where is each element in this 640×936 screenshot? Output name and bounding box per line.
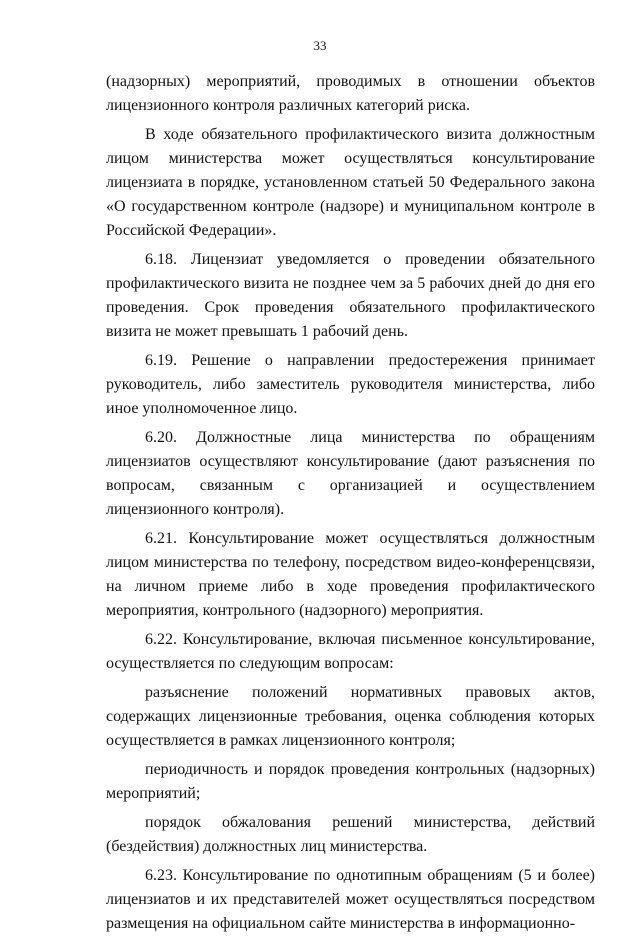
paragraph-consulting-visit: В ходе обязательного профилактического визита должностным лицом министерства может осуществляться консультирование лицензиата в порядке, установленном статьей 50 Федерального закона «О государственном контроле (надзоре) и муниципальном контроле в Российской Федерации». bbox=[106, 126, 595, 239]
list-item-appeal: порядок обжалования решений министерства, действий (бездействия) должностных лиц министерства. bbox=[106, 814, 595, 855]
paragraph-continuation: (надзорных) мероприятий, проводимых в отношении объектов лицензионного контроля различных категорий риска. bbox=[106, 73, 595, 114]
paragraph-6-22: 6.22. Консультирование, включая письменное консультирование, осуществляется по следующим вопросам: bbox=[106, 631, 595, 672]
document-body bbox=[106, 70, 595, 936]
page-number: 33 bbox=[313, 38, 327, 53]
list-item-periodicity: периодичность и порядок проведения контрольных (надзорных) мероприятий; bbox=[106, 761, 595, 802]
paragraph-6-19: 6.19. Решение о направлении предостережения принимает руководитель, либо заместитель руководителя министерства, либо иное уполномоченное лицо. bbox=[106, 352, 595, 417]
paragraph-6-18: 6.18. Лицензиат уведомляется о проведении обязательного профилактического визита не позднее чем за 5 рабочих дней до дня его проведения. Срок проведения обязательного профилактического визита не может превышать 1 рабочий день. bbox=[106, 251, 595, 340]
paragraph-6-21: 6.21. Консультирование может осуществляться должностным лицом министерства по телефону, посредством видео-конференцсвязи, на личном приеме либо в ходе проведения профилактического мероприятия, контрольного (надзорного) мероприятия. bbox=[106, 530, 595, 619]
paragraph-6-23: 6.23. Консультирование по однотипным обращениям (5 и более) лицензиатов и их представителей может осуществляться посредством размещения на официальном сайте министерства в информационно- bbox=[106, 867, 595, 932]
paragraph-6-20: 6.20. Должностные лица министерства по обращениям лицензиатов осуществляют консультирование (дают разъяснения по вопросам, связанным с организацией и осуществлением лицензионного контроля). bbox=[106, 429, 595, 518]
list-item-explanation: разъяснение положений нормативных правовых актов, содержащих лицензионные требования, оценка соблюдения которых осуществляется в рамках лицензионного контроля; bbox=[106, 684, 595, 749]
